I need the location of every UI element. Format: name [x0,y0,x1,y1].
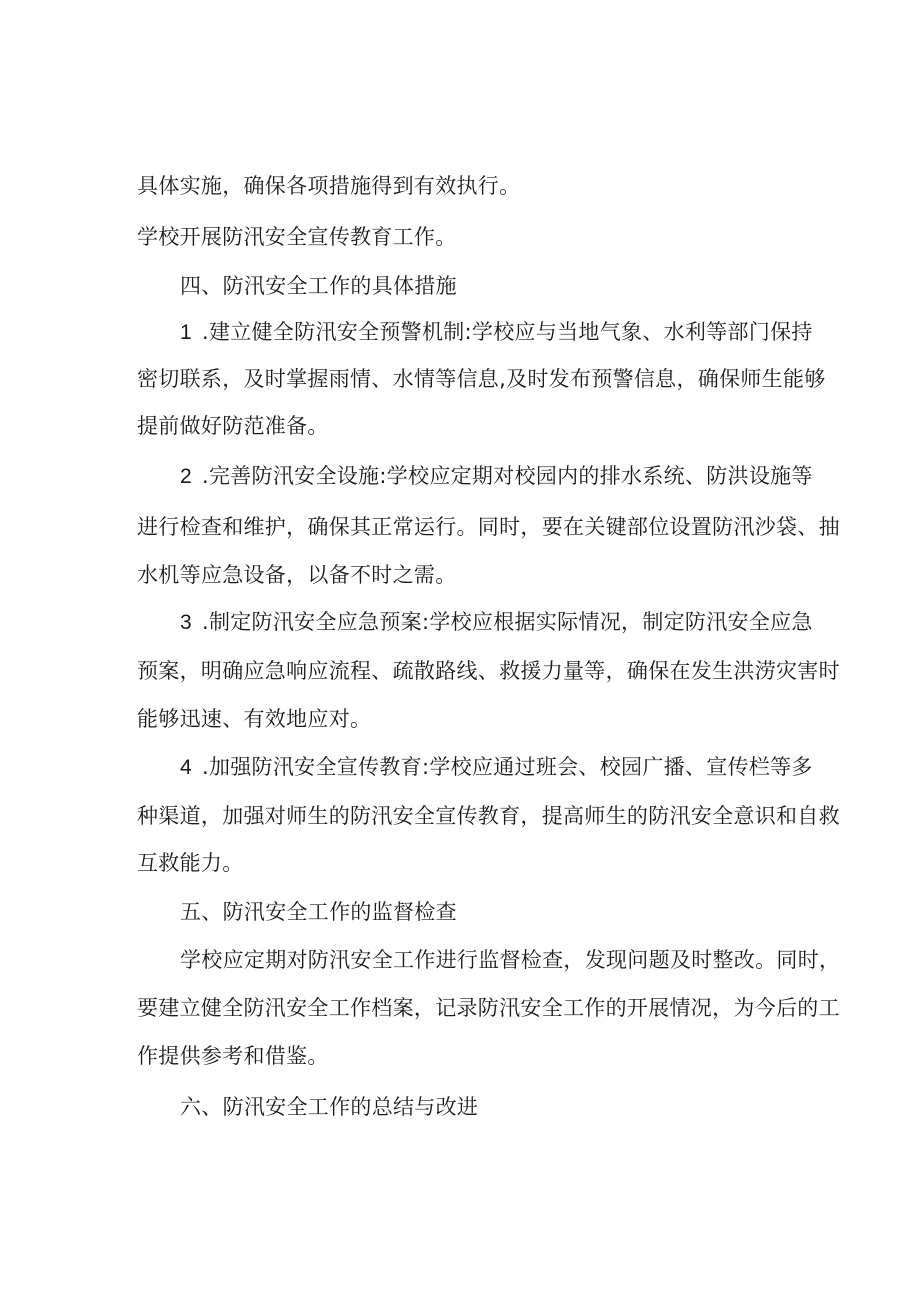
paragraph-line: 作提供参考和借鉴。 [137,1044,329,1068]
paragraph-line: 互救能力。 [137,851,244,875]
list-item-4 [180,753,813,782]
list-item-number: 3 [180,611,192,634]
paragraph-line: 水机等应急设备，以备不时之需。 [137,563,457,587]
list-item-1 [180,318,813,347]
section-heading-6: 六、防汛安全工作的总结与改进 [180,1095,479,1119]
paragraph-line: 预案，明确应急响应流程、疏散路线、救援力量等，确保在发生洪涝灾害时 [137,659,840,683]
section-heading-4: 四、防汛安全工作的具体措施 [180,274,457,298]
list-item-number: 4 [180,756,192,779]
section-heading-5: 五、防汛安全工作的监督检查 [180,900,457,924]
list-item-number: 1 [180,321,192,344]
paragraph-line: 要建立健全防汛安全工作档案，记录防汛安全工作的开展情况，为今后的工 [137,996,840,1020]
paragraph-line: 密切联系，及时掌握雨情、水情等信息,及时发布预警信息，确保师生能够 [137,367,826,391]
paragraph-line: 具体实施，确保各项措施得到有效执行。 [137,174,521,198]
paragraph-line: 进行检查和维护，确保其正常运行。同时，要在关键部位设置防汛沙袋、抽 [137,515,840,539]
paragraph-line: 学校开展防汛安全宣传教育工作。 [137,225,457,249]
paragraph-line: 种渠道，加强对师生的防汛安全宣传教育，提高师生的防汛安全意识和自救 [137,804,840,828]
list-item-number: 2 [180,465,192,488]
list-item-text: .制定防汛安全应急预案:学校应根据实际情况，制定防汛安全应急 [201,610,813,634]
paragraph-line: 提前做好防范准备。 [137,414,329,438]
list-item-text: .建立健全防汛安全预警机制:学校应与当地气象、水利等部门保持 [201,320,813,344]
paragraph-line: 能够迅速、有效地应对。 [137,707,372,731]
list-item-3 [180,608,813,637]
paragraph-line: 学校应定期对防汛安全工作进行监督检查，发现问题及时整改。同时， [180,948,841,972]
list-item-text: .完善防汛安全设施:学校应定期对校园内的排水系统、防洪设施等 [201,464,813,488]
list-item-2 [180,462,813,491]
list-item-text: .加强防汛安全宣传教育:学校应通过班会、校园广播、宣传栏等多 [201,755,813,779]
